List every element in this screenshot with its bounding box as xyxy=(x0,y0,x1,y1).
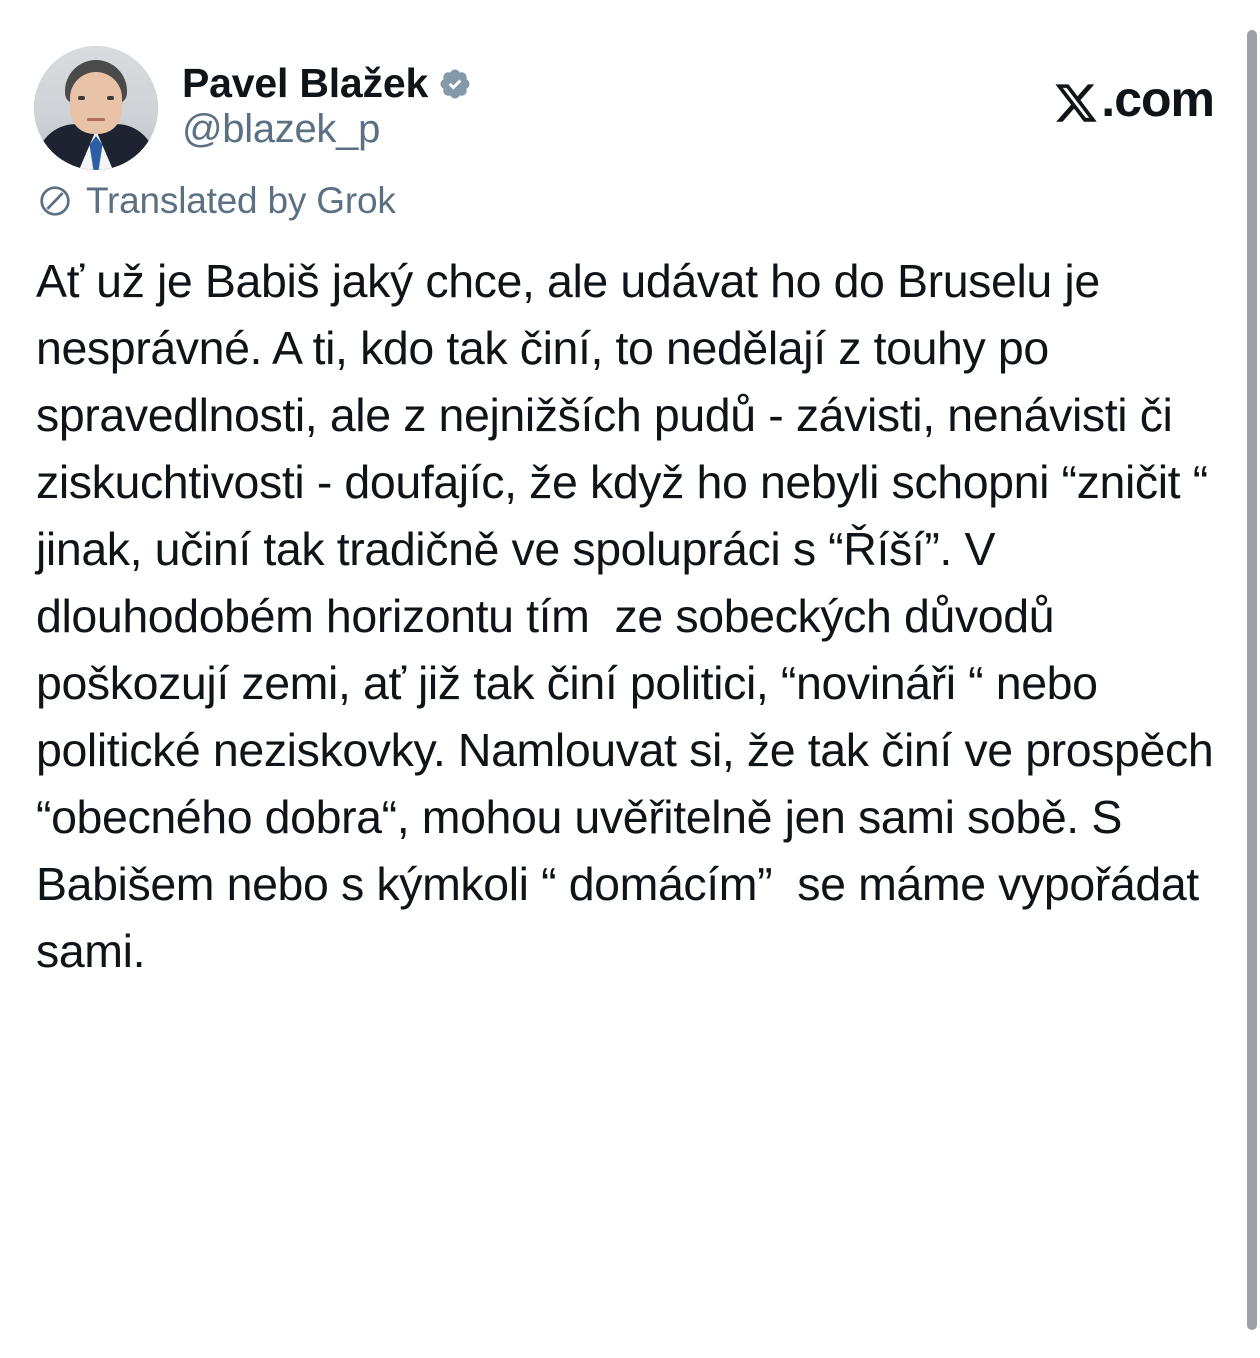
translated-by-label: Translated by Grok xyxy=(86,180,396,221)
author-handle[interactable]: @blazek_p xyxy=(182,107,381,152)
vertical-scrollbar[interactable] xyxy=(1244,0,1260,1358)
author-name-block xyxy=(182,46,472,151)
x-com-label: .com xyxy=(1101,71,1214,127)
scrollbar-thumb[interactable] xyxy=(1247,30,1257,1330)
author-display-name[interactable]: Pavel Blažek xyxy=(182,60,429,106)
avatar[interactable] xyxy=(34,46,158,170)
grok-translate-icon xyxy=(38,184,72,218)
translated-by-grok-row[interactable] xyxy=(34,180,1214,222)
avatar-face xyxy=(70,72,122,134)
x-logo-icon xyxy=(1053,80,1099,126)
x-com-logo[interactable] xyxy=(1053,46,1214,128)
post-text: Ať už je Babiš jaký chce, ale udávat ho do Bruselu je nesprávné. A ti, kdo tak činí, to nedělají z touhy po spravedlnosti, ale z nejnižších pudů - závisti, nenávisti či ziskuchtivosti - doufajíc, že když ho nebyli schopni “zničit “ jinak, učiní tak tradičně ve spolupráci s “Říší”. V dlouhodobém horizontu tím ze sobeckých důvodů poškozují zemi, ať již tak činí politici, “novináři “ nebo politické neziskovky. Namlouvat si, že tak činí ve prospěch “obecného dobra“, mohou uvěřitelně jen sami sobě. S Babišem nebo s kýmkoli “ domácím” se máme vypořádat sami. xyxy=(36,255,1226,977)
avatar-eye-left xyxy=(78,96,85,100)
avatar-eye-right xyxy=(107,96,114,100)
post-header xyxy=(34,0,1214,170)
verified-badge-icon xyxy=(438,67,472,101)
display-name-row xyxy=(182,62,472,105)
avatar-mouth xyxy=(87,118,105,121)
